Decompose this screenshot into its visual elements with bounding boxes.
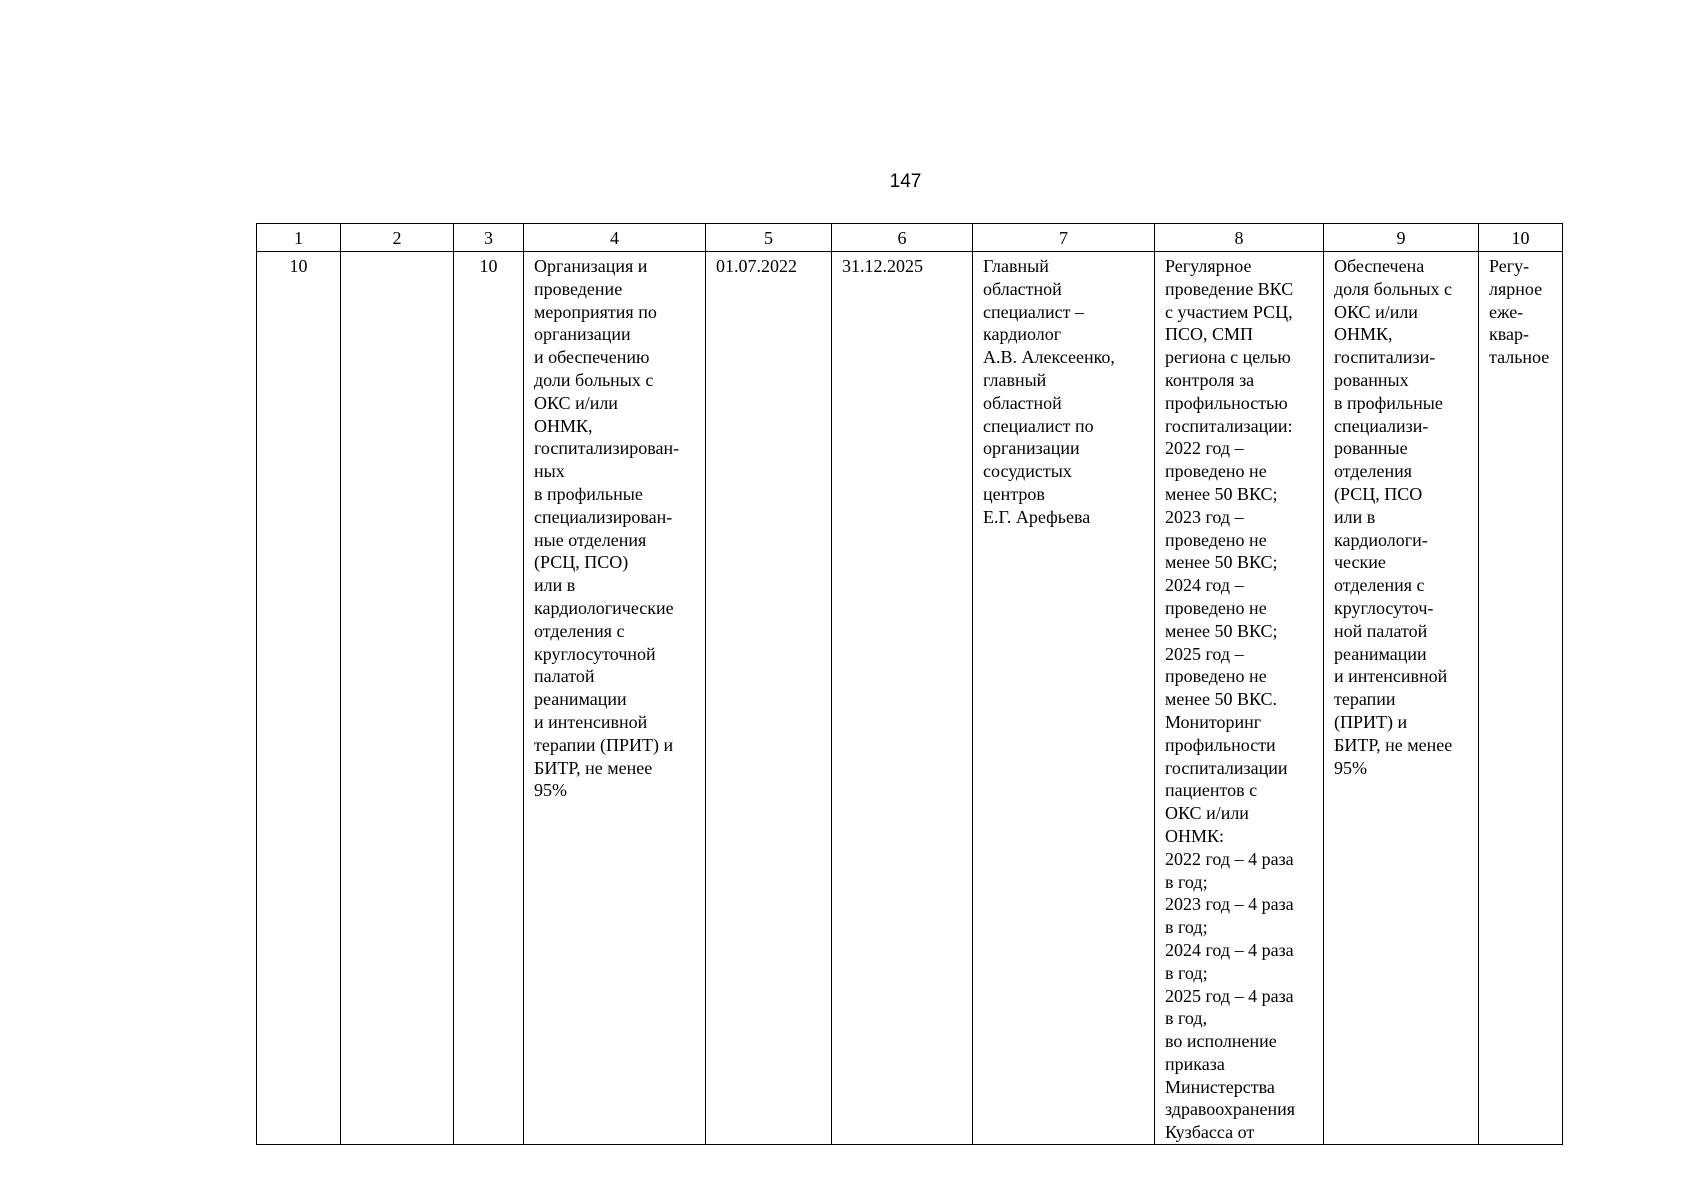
cell-text-line: ПСО, СМП	[1165, 324, 1254, 345]
cell-text-line: (РСЦ, ПСО)	[534, 552, 629, 573]
cell-end-date: 31.12.2025	[832, 252, 973, 1145]
cell-text-line: тальное	[1489, 347, 1550, 368]
cell-text-line: проведение	[534, 278, 623, 299]
cell-text-line: сосудистых	[983, 461, 1072, 482]
cell-start-date: 01.07.2022	[706, 252, 832, 1145]
header-cell-3: 3	[454, 224, 524, 252]
cell-text-line: ОНМК:	[1165, 825, 1225, 846]
cell-text-line: в год;	[1165, 871, 1208, 892]
cell-text-line: или в	[534, 575, 576, 596]
cell-text-line: Главный	[983, 256, 1049, 276]
cell-text-line: организации	[534, 324, 631, 345]
cell-col2	[341, 252, 454, 1145]
cell-text-line: кардиолог	[983, 324, 1062, 345]
cell-text-line: госпитализации:	[1165, 415, 1293, 436]
cell-text-line: терапии (ПРИТ) и	[534, 734, 674, 755]
cell-text-line: 2023 год –	[1165, 506, 1244, 527]
cell-text-line: профильностью	[1165, 392, 1288, 413]
cell-text-line: кардиологи-	[1334, 529, 1428, 550]
cell-text-line: Организация и	[534, 256, 648, 276]
cell-text-line: областной	[983, 278, 1062, 299]
cell-text-line: в год,	[1165, 1008, 1208, 1029]
cell-text-line: 95%	[1334, 757, 1367, 778]
cell-text-line: региона с целью	[1165, 347, 1291, 368]
cell-text-line: специализирован-	[534, 506, 673, 527]
cell-text-line: специалист –	[983, 301, 1084, 322]
cell-text-line: ные отделения	[534, 529, 647, 550]
cell-text-line: проведение ВКС	[1165, 278, 1294, 299]
cell-text-line: ОНМК,	[1334, 324, 1393, 345]
cell-text-line: проведено не	[1165, 666, 1267, 687]
cell-text-line: проведено не	[1165, 529, 1267, 550]
header-cell-6: 6	[832, 224, 973, 252]
cell-text-line: в год;	[1165, 962, 1208, 983]
header-cell-9: 9	[1324, 224, 1479, 252]
cell-text-line: Е.Г. Арефьева	[983, 506, 1091, 527]
cell-text-line: доли больных с	[534, 369, 654, 390]
page-number: 147	[889, 171, 922, 192]
cell-text-line: 2022 год –	[1165, 438, 1244, 459]
cell-text-line: рованные	[1334, 438, 1408, 459]
cell-text-line: с участием РСЦ,	[1165, 301, 1293, 322]
cell-text-line: ОКС и/или	[534, 392, 618, 413]
cell-text-line: (ПРИТ) и	[1334, 711, 1408, 732]
cell-text-line: профильности	[1165, 734, 1276, 755]
cell-periodicity	[1479, 252, 1563, 1145]
cell-text-line: доля больных с	[1334, 278, 1453, 299]
header-cell-10: 10	[1479, 224, 1563, 252]
cell-text-line: отделения	[1334, 461, 1413, 482]
cell-text-line: приказа	[1165, 1053, 1225, 1074]
cell-text-line: 95%	[534, 780, 567, 801]
cell-text-line: ОНМК,	[534, 415, 593, 436]
cell-text-line: областной	[983, 392, 1062, 413]
cell-text-line: ной палатой	[1334, 620, 1428, 641]
cell-text-line: проведено не	[1165, 597, 1267, 618]
cell-text-line: 2022 год – 4 раза	[1165, 848, 1294, 869]
cell-characteristics	[1155, 252, 1324, 1145]
cell-text-line: терапии	[1334, 689, 1396, 710]
cell-text-line: круглосуточной	[534, 643, 656, 664]
cell-text-line: 2024 год – 4 раза	[1165, 939, 1294, 960]
cell-text-line: отделения с	[534, 620, 625, 641]
cell-text-line: БИТР, не менее	[534, 757, 653, 778]
cell-responsible-persons	[973, 252, 1155, 1145]
cell-text-line: пациентов с	[1165, 780, 1258, 801]
cell-text-line: госпитализации	[1165, 757, 1288, 778]
cell-result	[1324, 252, 1479, 1145]
cell-text-line: круглосуточ-	[1334, 597, 1434, 618]
cell-text-line: в профильные	[1334, 392, 1443, 413]
cell-text-line: (РСЦ, ПСО	[1334, 483, 1423, 504]
cell-text-line: и обеспечению	[534, 347, 650, 368]
cell-text-line: специализи-	[1334, 415, 1429, 436]
cell-text-line: рованных	[1334, 369, 1409, 390]
cell-text-line: реанимации	[1334, 643, 1427, 664]
cell-text-line: менее 50 ВКС;	[1165, 483, 1278, 504]
cell-text-line: менее 50 ВКС;	[1165, 552, 1278, 573]
header-cell-8: 8	[1155, 224, 1324, 252]
cell-text-line: реанимации	[534, 689, 627, 710]
plan-table	[256, 223, 1563, 1145]
cell-text-line: мероприятия по	[534, 301, 657, 322]
cell-text-line: 2024 год –	[1165, 575, 1244, 596]
cell-text-line: Обеспечена	[1334, 256, 1425, 276]
cell-text-line: проведено не	[1165, 461, 1267, 482]
cell-text-line: центров	[983, 483, 1045, 504]
cell-text-line: и интенсивной	[534, 711, 648, 732]
cell-text-line: менее 50 ВКС.	[1165, 689, 1278, 710]
cell-text-line: госпитализи-	[1334, 347, 1436, 368]
cell-text-line: Мониторинг	[1165, 711, 1262, 732]
cell-text-line: палатой	[534, 666, 595, 687]
cell-text-line: здравоохранения	[1165, 1099, 1296, 1120]
cell-activity-description	[524, 252, 706, 1145]
cell-text-line: БИТР, не менее	[1334, 734, 1453, 755]
cell-text-line: в профильные	[534, 483, 643, 504]
cell-text-line: Регулярное	[1165, 256, 1252, 276]
cell-text-line: организации	[983, 438, 1080, 459]
cell-text-line: квар-	[1489, 324, 1529, 345]
cell-text-line: госпитализирован-	[534, 438, 680, 459]
cell-text-line: специалист по	[983, 415, 1094, 436]
cell-text-line: ческие	[1334, 552, 1386, 573]
header-cell-2: 2	[341, 224, 454, 252]
cell-text-line: Министерства	[1165, 1076, 1275, 1097]
cell-text-line: 2025 год –	[1165, 643, 1244, 664]
cell-text-line: контроля за	[1165, 369, 1255, 390]
cell-text-line: отделения с	[1334, 575, 1425, 596]
cell-text-line: Кузбасса от	[1165, 1122, 1255, 1143]
cell-text-line: А.В. Алексеенко,	[983, 347, 1115, 368]
header-row	[257, 224, 1563, 252]
cell-text-line: Регу-	[1489, 256, 1530, 276]
cell-text-line: еже-	[1489, 301, 1524, 322]
cell-text-line: в год;	[1165, 917, 1208, 938]
cell-text-line: 2025 год – 4 раза	[1165, 985, 1294, 1006]
cell-row-number: 10	[257, 252, 341, 1145]
cell-text-line: менее 50 ВКС;	[1165, 620, 1278, 641]
cell-text-line: лярное	[1489, 278, 1543, 299]
cell-item-number: 10	[454, 252, 524, 1145]
cell-text-line: и интенсивной	[1334, 666, 1448, 687]
header-cell-1: 1	[257, 224, 341, 252]
header-cell-5: 5	[706, 224, 832, 252]
header-cell-7: 7	[973, 224, 1155, 252]
cell-text-line: кардиологические	[534, 597, 674, 618]
cell-text-line: во исполнение	[1165, 1031, 1277, 1052]
cell-text-line: ОКС и/или	[1165, 803, 1249, 824]
header-cell-4: 4	[524, 224, 706, 252]
cell-text-line: ОКС и/или	[1334, 301, 1418, 322]
cell-text-line: или в	[1334, 506, 1376, 527]
cell-text-line: главный	[983, 369, 1047, 390]
table-row	[257, 252, 1563, 1145]
cell-text-line: 2023 год – 4 раза	[1165, 894, 1294, 915]
cell-text-line: ных	[534, 461, 565, 482]
